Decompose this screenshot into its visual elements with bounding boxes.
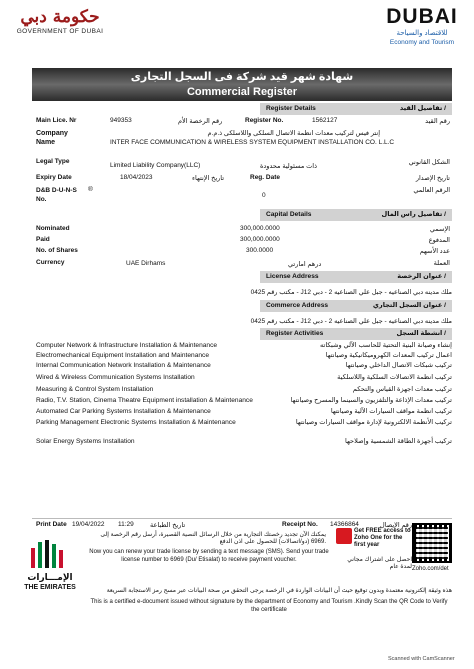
zoho-icon xyxy=(336,528,352,544)
license-address-header: License Address عنوان الرخصة / xyxy=(260,271,452,283)
activity-ar: إنشاء وصيانة البنية التحتية للحاسب الآلي وشبكاته xyxy=(319,342,452,349)
company-name-arabic: إنتر فيس لتركيب معدات انظمة الاتصال السلكى واللاسلكى ذ.م.م xyxy=(207,130,380,137)
activity-en: Parking Management Electronic Systems Installation & Maintenance xyxy=(36,419,236,426)
receipt-no-label: Receipt No. xyxy=(282,521,318,528)
title-english: Commercial Register xyxy=(186,86,298,98)
dubai-det-logo xyxy=(376,5,468,53)
reg-date-arabic: تاريخ الإصدار xyxy=(415,175,450,182)
activity-row xyxy=(36,418,452,437)
activity-ar: تركيب انظمة الاتصالات السلكية واللاسلكية xyxy=(337,374,452,381)
activity-ar: تركيب انظمة مواقف السيارات الآلية وصيانتها xyxy=(330,408,452,415)
sms-renewal-english: Now you can renew your trade license by sending a text message (SMS). Send your trade license number to 6969 (Du/ Etisalat) to receive payment voucher. xyxy=(89,549,329,563)
activity-row xyxy=(36,351,452,361)
footer-divider xyxy=(32,518,452,519)
activity-ar: تركيب شبكات الاتصال الداخلي وصيانتها xyxy=(345,362,452,369)
duns-registered-mark: ® xyxy=(88,186,93,193)
register-no-arabic: رقم القيد xyxy=(425,118,450,125)
activity-en: Solar Energy Systems Installation xyxy=(36,438,135,445)
activity-row xyxy=(36,373,452,385)
activity-en: Computer Network & Infrastructure Installation & Maintenance xyxy=(36,342,218,349)
currency-label: Currency xyxy=(36,259,65,266)
activity-en: Measuring & Control System Installation xyxy=(36,386,154,393)
activity-en: Electromechanical Equipment Installation and Maintenance xyxy=(36,352,210,359)
activity-row xyxy=(36,437,452,447)
expiry-date-value: 18/04/2023 xyxy=(120,174,153,181)
activity-en: Radio, T.V. Station, Cinema Theatre Equipment installation & Maintenance xyxy=(36,397,253,404)
duns-label: D&B D-U-N-S No. xyxy=(36,187,77,203)
legal-type-value: Limited Liability Company(LLC) xyxy=(110,162,201,169)
receipt-no-value: 14366864 xyxy=(330,521,359,528)
main-license-arabic: رقم الرخصة الأم xyxy=(178,118,223,125)
legal-type-arabic-value: ذات مسئولية محدودة xyxy=(260,163,317,170)
shares-label: No. of Shares xyxy=(36,247,78,254)
duns-value: 0 xyxy=(262,192,266,199)
print-date-arabic: تاريخ الطباعة xyxy=(150,522,186,529)
expiry-date-arabic: تاريخ الإنتهاء xyxy=(192,175,225,182)
currency-value: UAE Dirhams xyxy=(126,260,166,267)
activity-row xyxy=(36,407,452,418)
qr-code-pattern xyxy=(416,527,448,559)
sms-renewal-arabic: يمكنك الآن تجديد رخصتك التجارية من خلال الرسائل النصية القصيرة، أرسل رقم الرخصة إلى 6969 (دو/اتصالات) للحصول على اذن الدفع. xyxy=(100,532,326,545)
activity-row xyxy=(36,361,452,373)
dubai-logo-text: DUBAI xyxy=(386,5,458,28)
emirates-logo-english: THE EMIRATES xyxy=(24,584,76,591)
activity-ar: تركيب معدات الإذاعة والتلفزيون والسينما والمسرح وصيانتها xyxy=(290,397,452,404)
main-license-value: 949353 xyxy=(110,117,132,124)
paid-arabic: المدفوع xyxy=(428,237,450,244)
title-arabic: شهادة شهر قيد شركة فى السجل التجارى xyxy=(130,71,354,83)
register-no-label: Register No. xyxy=(245,117,284,124)
the-emirates-logo xyxy=(28,538,70,570)
nominated-arabic: الإسمي xyxy=(429,226,450,233)
activity-row xyxy=(36,341,452,351)
company-name-english: INTER FACE COMMUNICATION & WIRELESS SYSTEM EQUIPMENT INSTALLATION CO. L.L.C xyxy=(110,139,395,146)
expiry-date-label: Expiry Date xyxy=(36,174,72,181)
gov-logo-english: GOVERNMENT OF DUBAI xyxy=(16,28,104,35)
commerce-address-value: مكتب رقم 0425 - J12 ملك مدينه دبي الصناعيه - جبل علي الصناعيه 2 - دبي xyxy=(250,318,452,325)
duns-arabic: الرقم العالمي xyxy=(413,187,450,194)
emirates-bars-icon xyxy=(28,538,70,570)
activity-en: Internal Communication Network Installation & Maintenance xyxy=(36,362,211,369)
print-date-label: Print Date xyxy=(36,521,67,528)
det-logo-english: Economy and Tourism xyxy=(389,39,455,46)
company-name-label: Company Name xyxy=(36,130,68,146)
paid-label: Paid xyxy=(36,236,50,243)
activities-list xyxy=(36,341,452,447)
activity-ar: تركيب أجهزة الطاقة الشمسية وإصلاحها xyxy=(344,438,452,445)
print-date-value: 19/04/2022 xyxy=(72,521,105,528)
emirates-logo-arabic: الإمـــارات xyxy=(27,572,73,582)
certification-english: This is a certified e-document issued without signature by the department of Economy and Tourism .Kindly Scan the QR Code to Verify the certificate xyxy=(90,599,448,613)
commerce-address-header: Commerce Address عنوان السجل التجاري / xyxy=(260,300,452,312)
print-time-value: 11:29 xyxy=(118,521,134,528)
license-address-value: مكتب رقم 0425 - J12 ملك مدينه دبي الصناعيه - جبل علي الصناعيه 2 - دبي xyxy=(250,289,452,296)
legal-type-arabic-label: الشكل القانوني xyxy=(408,159,450,166)
zoho-offer-english: Get FREE access to Zoho One for the first year xyxy=(354,528,411,548)
zoho-link[interactable]: Zoho.com/det xyxy=(412,566,449,572)
activity-row xyxy=(36,385,452,396)
legal-type-label: Legal Type xyxy=(36,158,70,165)
nominated-label: Nominated xyxy=(36,225,70,232)
activity-ar: تركيب معدات اجهزة القياس والتحكم xyxy=(352,386,452,393)
reg-date-label: Reg. Date xyxy=(250,174,280,181)
activity-en: Wired & Wireless Communication Systems Installation xyxy=(36,374,195,381)
shares-arabic: عدد الأسهم xyxy=(419,248,450,255)
gov-logo-arabic: حكومة دبي xyxy=(20,7,100,27)
currency-arabic: العملة xyxy=(433,260,450,267)
activity-en: Automated Car Parking Systems Installation & Maintenance xyxy=(36,408,211,415)
currency-arabic-value: درهم امارتي xyxy=(288,261,322,268)
government-of-dubai-logo xyxy=(10,6,110,54)
register-no-value: 1562127 xyxy=(312,117,338,124)
register-details-header: Register Details تفاصيل القيد / xyxy=(260,103,452,115)
zoho-offer-arabic: احصل على اشتراك مجاني لمدة عام xyxy=(347,557,412,570)
activity-row xyxy=(36,396,452,407)
camscanner-watermark: Scanned with CamScanner xyxy=(388,656,455,662)
receipt-no-arabic: رقم الإيصال xyxy=(380,522,413,529)
main-license-label: Main Lice. Nr xyxy=(36,117,77,124)
det-logo-arabic: للاقتصاد والسياحة xyxy=(396,30,448,37)
certificate-title-band xyxy=(32,68,452,101)
activity-ar: اعمال تركيب المعدات الكهروميكانيكية وصيانتها xyxy=(325,352,452,359)
activity-ar: تركيب الأنظمة الالكترونية لإدارة مواقف السيارات وصيانتها xyxy=(295,419,452,426)
shares-value: 300.0000 xyxy=(246,247,274,254)
paid-value: 300,000.0000 xyxy=(240,236,280,243)
nominated-value: 300,000.0000 xyxy=(240,225,280,232)
capital-details-header: Capital Details تفاصيل راس المال / xyxy=(260,209,452,221)
certification-arabic: هذه وثيقة إلكترونية معتمدة وبدون توقيع حيث أن البيانات الواردة في الرخصة يرجى التحقق من صحة البيانات عبر مسح رمز الاستجابة السريعة xyxy=(106,588,452,594)
register-activities-header: Register Activities انشطة السجل / xyxy=(260,328,452,340)
